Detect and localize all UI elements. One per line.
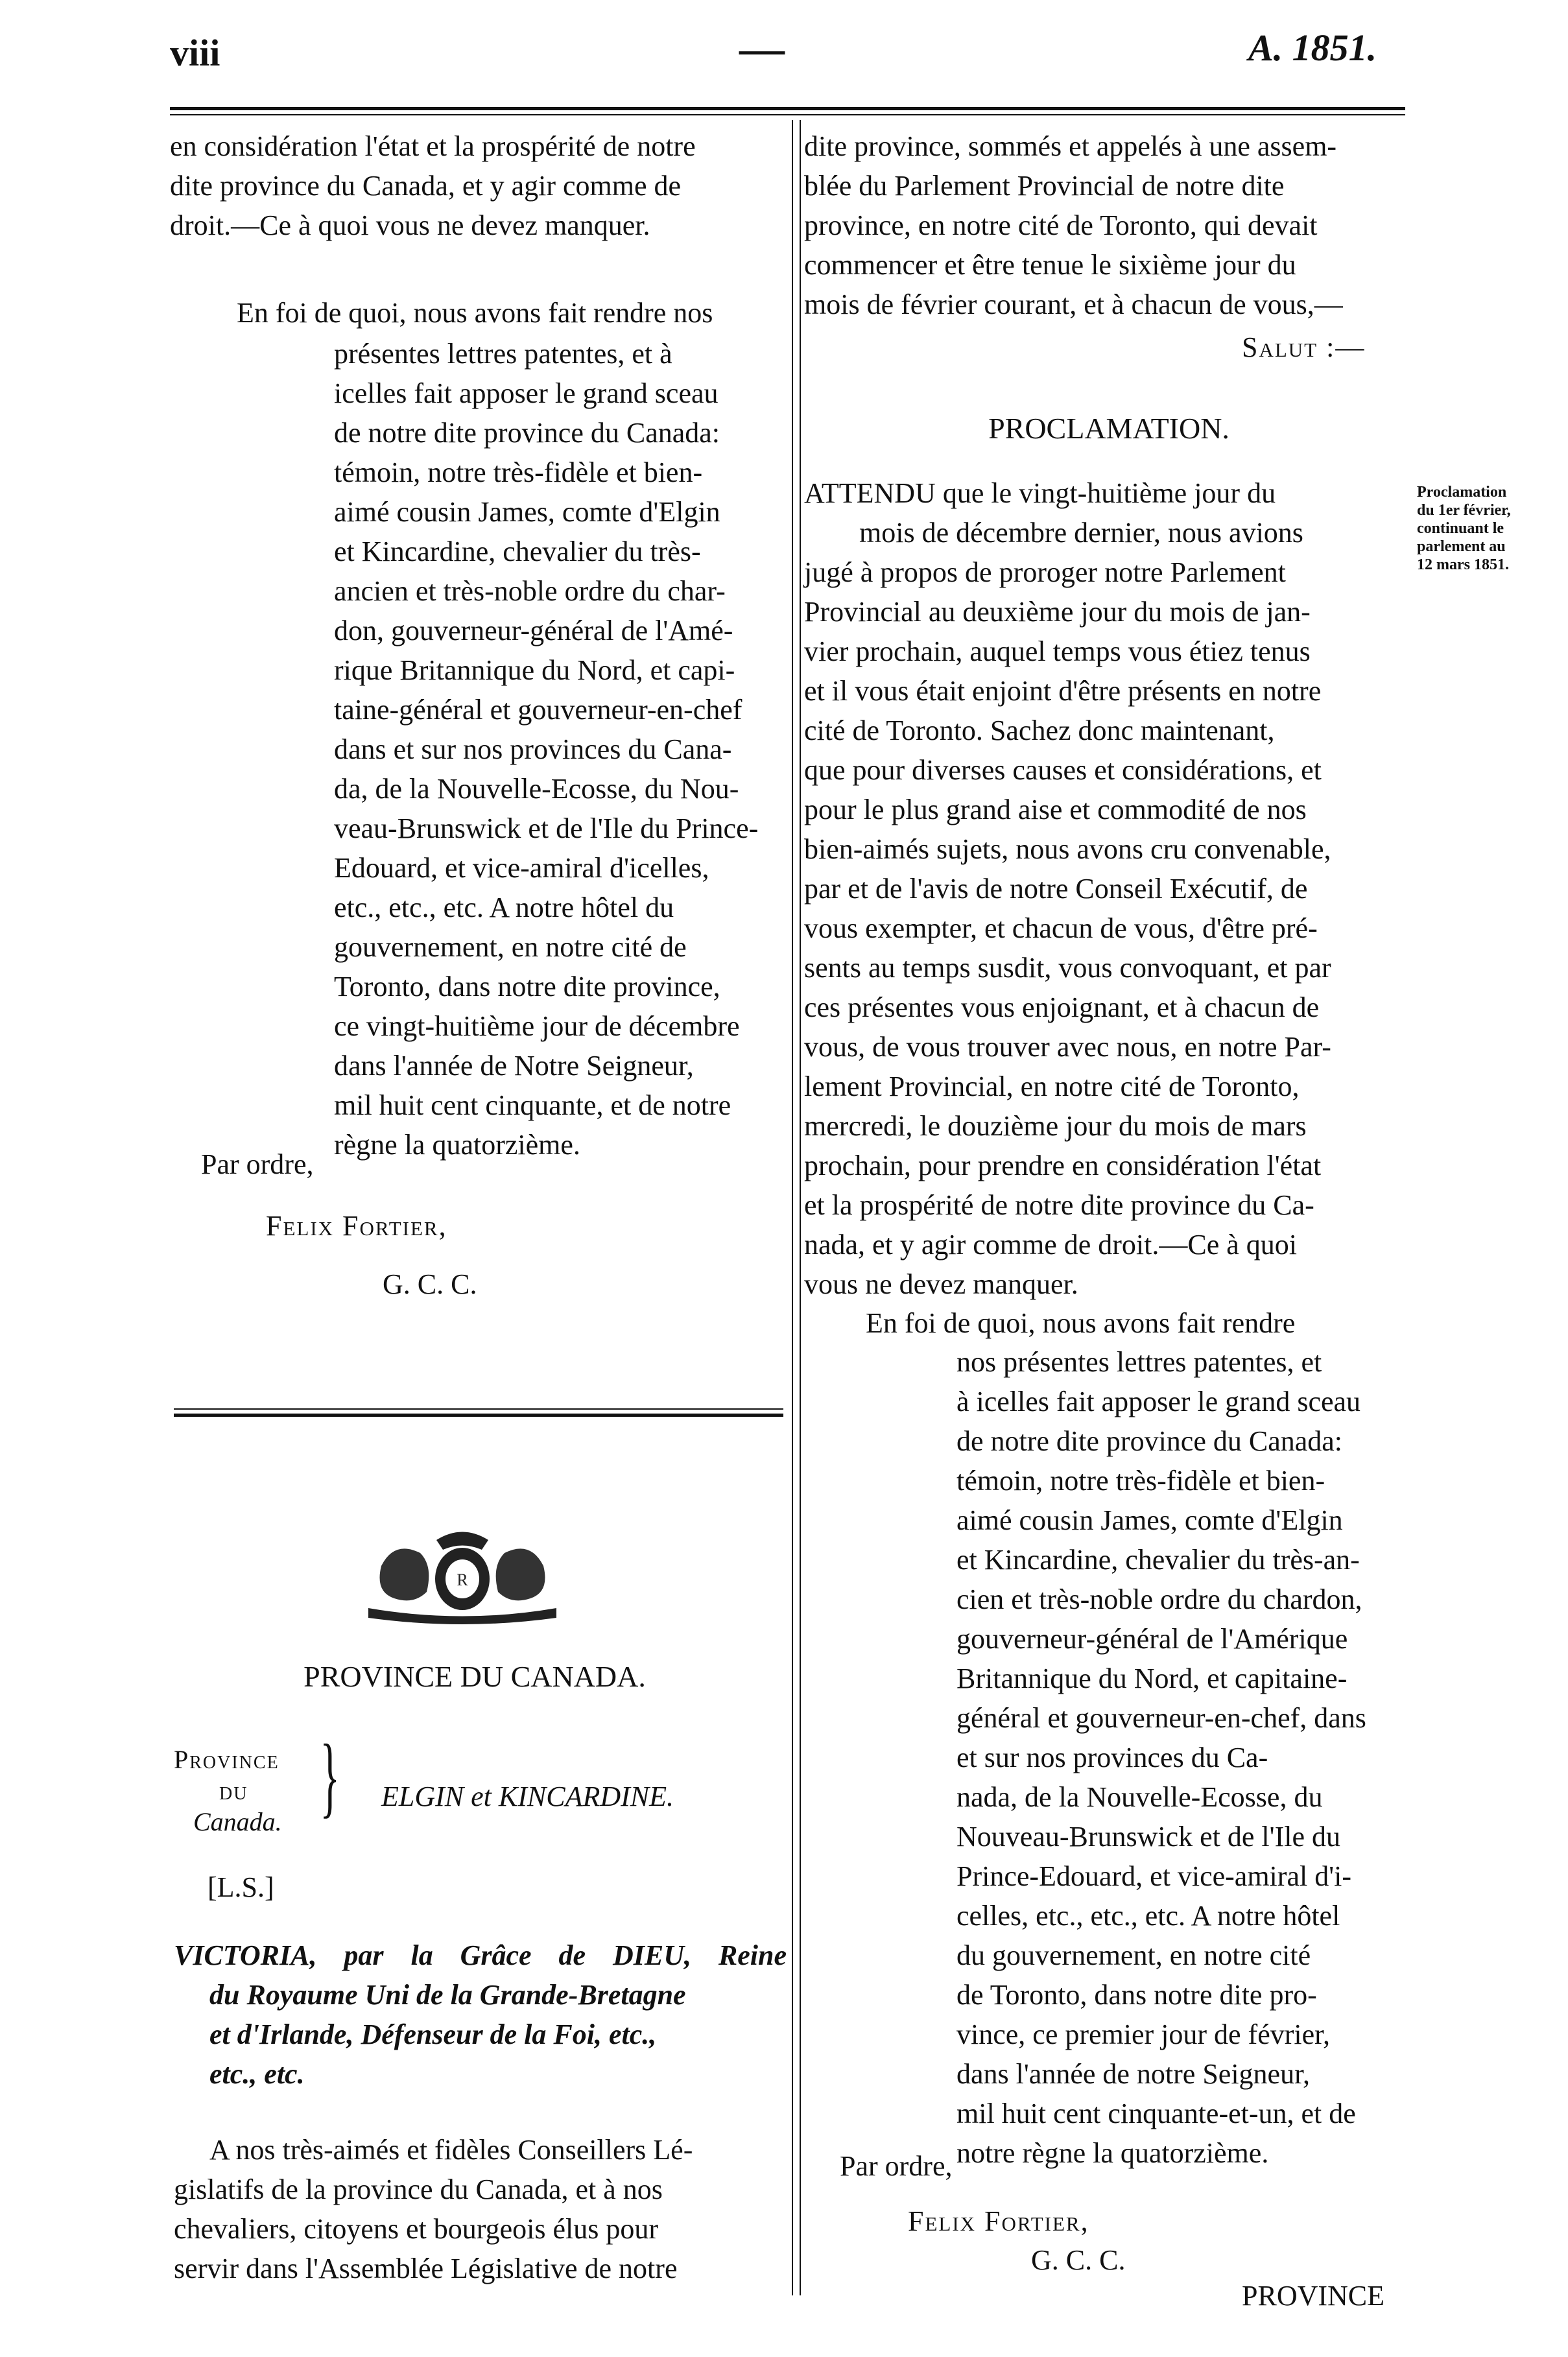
left-witness-block — [334, 334, 788, 1165]
column-divider-2 — [800, 120, 801, 2295]
text-line: gouvernement, en notre cité de — [334, 931, 687, 963]
text-line: mois de décembre dernier, nous avions — [859, 517, 1303, 549]
text-line: cien et très-noble ordre du chardon, — [956, 1583, 1362, 1615]
text-line: ancien et très-noble ordre du char- — [334, 575, 726, 607]
text-line: icelles fait apposer le grand sceau — [334, 377, 719, 409]
text-line: vier prochain, auquel temps vous étiez tenus — [804, 635, 1311, 667]
left-witness-first: En foi de quoi, nous avons fait rendre nos — [237, 297, 713, 329]
text-line: taine-général et gouverneur-en-chef — [334, 694, 742, 726]
text-line: ce vingt-huitième jour de décembre — [334, 1010, 740, 1042]
royal-crest-icon — [355, 1527, 569, 1624]
catchword: PROVINCE — [1242, 2280, 1385, 2312]
text-line: VICTORIA, par la Grâce de DIEU, Reine — [174, 1939, 787, 1971]
text-line: vous exempter, et chacun de vous, d'être pré- — [804, 912, 1318, 944]
text-line: Edouard, et vice-amiral d'icelles, — [334, 852, 709, 884]
province-word: Province — [174, 1745, 279, 1774]
text-line: du Royaume Uni de la Grande-Bretagne — [209, 1979, 686, 2011]
margin-line: parlement au — [1417, 538, 1506, 555]
text-line: da, de la Nouvelle-Ecosse, du Nou- — [334, 773, 739, 805]
du-word: du — [219, 1776, 248, 1805]
margin-line: continuant le — [1417, 520, 1504, 537]
text-line: mercredi, le douzième jour du mois de mars — [804, 1110, 1307, 1142]
margin-line: Proclamation — [1417, 484, 1507, 501]
text-line: témoin, notre très-fidèle et bien- — [956, 1465, 1325, 1497]
brace-icon: } — [320, 1726, 340, 1827]
page-number: viii — [170, 32, 220, 74]
salut: Salut :— — [1242, 331, 1366, 363]
text-line: mois de février courant, et à chacun de vous,— — [804, 289, 1343, 320]
top-rule-thin — [170, 114, 1405, 115]
text-line: Britannique du Nord, et capitaine- — [956, 1663, 1348, 1694]
header-dash: — — [739, 24, 785, 74]
right-signer: Felix Fortier, — [908, 2205, 1089, 2237]
proclamation-title: PROCLAMATION. — [988, 412, 1229, 445]
text-line: gouverneur-général de l'Amérique — [956, 1623, 1348, 1655]
canada-word: Canada. — [193, 1807, 282, 1836]
province-label — [174, 1744, 316, 1838]
mid-rule-thick — [174, 1414, 783, 1417]
text-line: dans l'année de Notre Seigneur, — [334, 1050, 694, 1082]
victoria-block — [174, 1936, 787, 2094]
text-line: nos présentes lettres patentes, et — [956, 1346, 1322, 1378]
text-line: vous, de vous trouver avec nous, en notre Par- — [804, 1031, 1331, 1063]
text-line: du gouvernement, en notre cité — [956, 1939, 1311, 1971]
text-line: province, en notre cité de Toronto, qui devait — [804, 209, 1318, 241]
text-line: notre règne la quatorzième. — [956, 2137, 1269, 2169]
text-line: jugé à propos de proroger notre Parlement — [804, 556, 1286, 588]
text-line: blée du Parlement Provincial de notre dite — [804, 170, 1285, 202]
mid-rule-thin — [174, 1408, 783, 1410]
text-line: gislatifs de la province du Canada, et à nos — [174, 2173, 663, 2205]
text-line: aimé cousin James, comte d'Elgin — [956, 1504, 1343, 1536]
left-par-ordre: Par ordre, — [201, 1148, 314, 1180]
text-line: prochain, pour prendre en considération l'état — [804, 1150, 1322, 1181]
text-line: en considération l'état et la prospérité de notre — [170, 130, 696, 162]
text-line: pour le plus grand aise et commodité de nos — [804, 794, 1307, 825]
margin-line: 12 mars 1851. — [1417, 556, 1509, 573]
left-intro — [170, 126, 786, 245]
text-line: A nos très-aimés et fidèles Conseillers Lé- — [209, 2134, 693, 2166]
text-line: chevaliers, citoyens et bourgeois élus pour — [174, 2213, 658, 2245]
text-line: général et gouverneur-en-chef, dans — [956, 1702, 1366, 1734]
text-line: de notre dite province du Canada: — [956, 1425, 1343, 1457]
right-par-ordre: Par ordre, — [840, 2150, 953, 2182]
governor-name: ELGIN et KINCARDINE. — [381, 1781, 674, 1812]
text-line: servir dans l'Assemblée Législative de notre — [174, 2253, 678, 2284]
text-line: ces présentes vous enjoignant, et à chacun de — [804, 991, 1320, 1023]
text-line: par et de l'avis de notre Conseil Exécutif, de — [804, 873, 1308, 905]
text-line: mil huit cent cinquante-et-un, et de — [956, 2098, 1356, 2129]
text-line: nada, et y agir comme de droit.—Ce à quoi — [804, 1229, 1297, 1261]
text-line: don, gouverneur-général de l'Amé- — [334, 615, 733, 646]
proclamation-body — [804, 473, 1414, 1304]
text-line: et Kincardine, chevalier du très- — [334, 536, 701, 567]
text-line: et la prospérité de notre dite province du Ca- — [804, 1189, 1314, 1221]
right-signer-title: G. C. C. — [1031, 2244, 1126, 2276]
right-intro — [804, 126, 1414, 324]
top-rule-thick — [170, 107, 1405, 110]
province-title: PROVINCE DU CANADA. — [303, 1660, 646, 1693]
seal-mark: [L.S.] — [208, 1871, 274, 1903]
text-line: cité de Toronto. Sachez donc maintenant, — [804, 715, 1275, 746]
text-line: de Toronto, dans notre dite pro- — [956, 1979, 1317, 2011]
text-line: vous ne devez manquer. — [804, 1268, 1078, 1300]
text-line: dite province du Canada, et y agir comme de — [170, 170, 682, 202]
text-line: présentes lettres patentes, et à — [334, 338, 672, 370]
text-line: commencer et être tenue le sixième jour du — [804, 249, 1296, 281]
margin-note — [1417, 483, 1547, 574]
text-line: aimé cousin James, comte d'Elgin — [334, 496, 720, 528]
text-line: de notre dite province du Canada: — [334, 417, 720, 449]
header-year: A. 1851. — [1248, 27, 1377, 69]
text-line: etc., etc. — [209, 2058, 305, 2090]
text-line: sents au temps susdit, vous convoquant, et par — [804, 952, 1331, 984]
text-line: Toronto, dans notre dite province, — [334, 971, 720, 1002]
text-line: règne la quatorzième. — [334, 1129, 580, 1161]
text-line: nada, de la Nouvelle-Ecosse, du — [956, 1781, 1323, 1813]
text-line: ATTENDU que le vingt-huitième jour du — [804, 477, 1276, 509]
text-line: et d'Irlande, Défenseur de la Foi, etc., — [209, 2019, 657, 2050]
text-line: Provincial au deuxième jour du mois de jan- — [804, 596, 1311, 628]
text-line: veau-Brunswick et de l'Ile du Prince- — [334, 812, 759, 844]
text-line: dans l'année de notre Seigneur, — [956, 2058, 1310, 2090]
text-line: Nouveau-Brunswick et de l'Ile du — [956, 1821, 1340, 1853]
text-line: et il vous était enjoint d'être présents en notre — [804, 675, 1322, 707]
address-block — [174, 2130, 787, 2288]
right-witness-first: En foi de quoi, nous avons fait rendre — [866, 1307, 1296, 1339]
text-line: rique Britannique du Nord, et capi- — [334, 654, 735, 686]
text-line: etc., etc., etc. A notre hôtel du — [334, 892, 674, 923]
column-divider-1 — [792, 120, 793, 2295]
text-line: témoin, notre très-fidèle et bien- — [334, 456, 703, 488]
text-line: dite province, sommés et appelés à une assem- — [804, 130, 1337, 162]
text-line: mil huit cent cinquante, et de notre — [334, 1089, 731, 1121]
text-line: dans et sur nos provinces du Cana- — [334, 733, 732, 765]
margin-line: du 1er février, — [1417, 502, 1511, 519]
left-signer-title: G. C. C. — [383, 1268, 477, 1300]
text-line: vince, ce premier jour de février, — [956, 2019, 1331, 2050]
right-witness-block — [956, 1342, 1423, 2173]
left-signer: Felix Fortier, — [266, 1210, 447, 1242]
text-line: bien-aimés sujets, nous avons cru convenable, — [804, 833, 1331, 865]
text-line: celles, etc., etc., etc. A notre hôtel — [956, 1900, 1340, 1932]
text-line: et sur nos provinces du Ca- — [956, 1742, 1268, 1773]
text-line: lement Provincial, en notre cité de Toronto, — [804, 1071, 1300, 1102]
svg-text:R: R — [457, 1570, 468, 1589]
text-line: droit.—Ce à quoi vous ne devez manquer. — [170, 209, 650, 241]
text-line: et Kincardine, chevalier du très-an- — [956, 1544, 1360, 1576]
text-line: que pour diverses causes et considérations, et — [804, 754, 1322, 786]
text-line: à icelles fait apposer le grand sceau — [956, 1386, 1361, 1417]
text-line: Prince-Edouard, et vice-amiral d'i- — [956, 1860, 1351, 1892]
